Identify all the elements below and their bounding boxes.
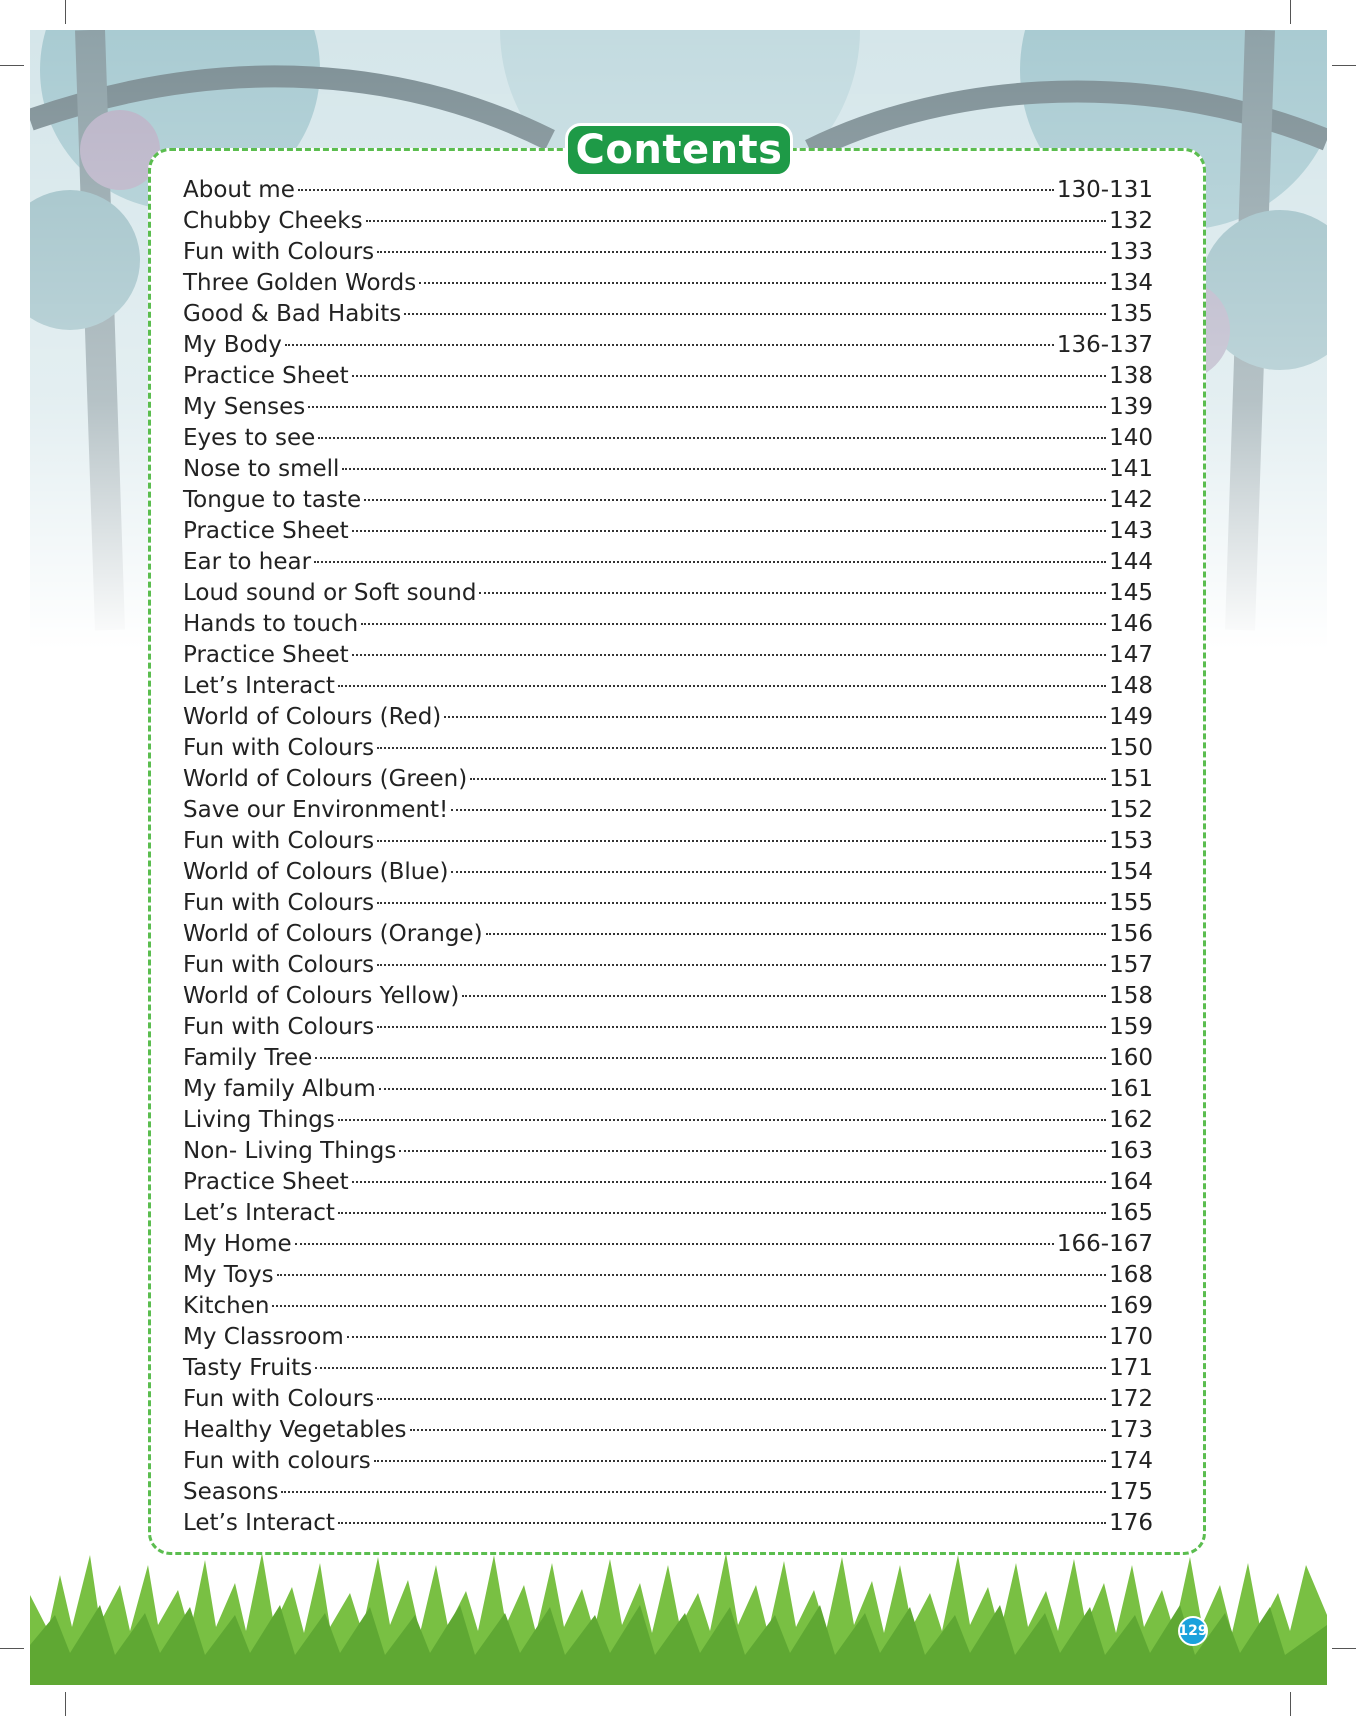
toc-entry-page: 132 [1109, 208, 1153, 234]
dot-leader [352, 375, 1106, 377]
toc-entry-title: Loud sound or Soft sound [183, 580, 477, 606]
dot-leader [281, 1491, 1106, 1493]
dot-leader [315, 1367, 1106, 1369]
toc-entry-page: 133 [1109, 239, 1153, 265]
toc-entry [183, 516, 1153, 547]
dot-leader [318, 437, 1106, 439]
dot-leader [374, 1460, 1106, 1462]
toc-entry [183, 981, 1153, 1012]
toc-entry-page: 157 [1109, 952, 1153, 978]
toc-entry-page: 165 [1109, 1200, 1153, 1226]
toc-entry-title: My family Album [183, 1076, 376, 1102]
toc-entry [183, 764, 1153, 795]
toc-entry [183, 206, 1153, 237]
toc-entry [183, 299, 1153, 330]
dot-leader [277, 1274, 1107, 1276]
toc-entry [183, 423, 1153, 454]
toc-entry-title: Fun with Colours [183, 735, 375, 761]
toc-entry [183, 609, 1153, 640]
toc-entry-title: Save our Environment! [183, 797, 449, 823]
toc-entry [183, 640, 1153, 671]
toc-entry-title: World of Colours (Orange) [183, 921, 483, 947]
toc-entry [183, 1384, 1153, 1415]
toc-entry [183, 1136, 1153, 1167]
toc-entry [183, 485, 1153, 516]
dot-leader [285, 344, 1054, 346]
toc-entry-title: About me [183, 177, 295, 203]
toc-entry-page: 149 [1109, 704, 1153, 730]
toc-entry-page: 147 [1109, 642, 1153, 668]
toc-entry [183, 733, 1153, 764]
toc-entry-title: Kitchen [183, 1293, 270, 1319]
toc-entry [183, 1229, 1153, 1260]
toc-entry-title: My Body [183, 332, 282, 358]
toc-entry [183, 702, 1153, 733]
dot-leader [377, 1398, 1106, 1400]
dot-leader [399, 1150, 1106, 1152]
dot-leader [419, 282, 1106, 284]
toc-entry [183, 1105, 1153, 1136]
toc-entry [183, 1415, 1153, 1446]
toc-entry [183, 1260, 1153, 1291]
toc-entry-page: 135 [1109, 301, 1153, 327]
toc-entry-page: 153 [1109, 828, 1153, 854]
toc-entry-title: World of Colours (Red) [183, 704, 442, 730]
dot-leader [295, 1243, 1054, 1245]
toc-entry-page: 150 [1109, 735, 1153, 761]
toc-entry-page: 143 [1109, 518, 1153, 544]
toc-entry-title: Fun with colours [183, 1448, 371, 1474]
dot-leader [347, 1336, 1106, 1338]
toc-entry-title: Chubby Cheeks [183, 208, 363, 234]
toc-entry-page: 160 [1109, 1045, 1153, 1071]
dot-leader [338, 1522, 1106, 1524]
toc-entry-title: Fun with Colours [183, 828, 375, 854]
toc-entry-title: Ear to hear [183, 549, 312, 575]
toc-entry-title: Healthy Vegetables [183, 1417, 407, 1443]
toc-entry-page: 139 [1109, 394, 1153, 420]
dot-leader [470, 778, 1106, 780]
toc-entry [183, 1167, 1153, 1198]
crop-mark [65, 1692, 66, 1716]
dot-leader [377, 964, 1106, 966]
toc-entry [183, 1353, 1153, 1384]
toc-entry-title: Hands to touch [183, 611, 359, 637]
dot-leader [352, 654, 1106, 656]
toc-entry [183, 1508, 1153, 1539]
toc-entry [183, 1198, 1153, 1229]
crop-mark [1332, 1648, 1356, 1649]
toc-entry-title: Good & Bad Habits [183, 301, 402, 327]
dot-leader [377, 747, 1106, 749]
dot-leader [338, 1119, 1106, 1121]
crop-mark [0, 65, 24, 66]
page-title: Contents [565, 123, 793, 177]
dot-leader [298, 189, 1054, 191]
toc-entry-title: World of Colours Yellow) [183, 983, 460, 1009]
dot-leader [444, 716, 1106, 718]
toc-entry-title: Tongue to taste [183, 487, 362, 513]
toc-entry-title: Fun with Colours [183, 1386, 375, 1412]
toc-entry-page: 166-167 [1056, 1231, 1153, 1257]
toc-entry [183, 1322, 1153, 1353]
dot-leader [338, 685, 1106, 687]
dot-leader [361, 623, 1106, 625]
toc-entry [183, 919, 1153, 950]
toc-entry-page: 158 [1109, 983, 1153, 1009]
toc-entry-page: 163 [1109, 1138, 1153, 1164]
toc-entry-title: Practice Sheet [183, 518, 349, 544]
toc-entry [183, 1477, 1153, 1508]
toc-entry [183, 361, 1153, 392]
toc-entry-page: 173 [1109, 1417, 1153, 1443]
dot-leader [377, 251, 1106, 253]
toc-entry [183, 1074, 1153, 1105]
toc-entry-page: 130-131 [1056, 177, 1153, 203]
dot-leader [479, 592, 1106, 594]
crop-mark [65, 0, 66, 24]
toc-entry-title: Fun with Colours [183, 890, 375, 916]
dot-leader [410, 1429, 1107, 1431]
toc-entry-title: Practice Sheet [183, 642, 349, 668]
dot-leader [352, 530, 1106, 532]
toc-entry-page: 168 [1109, 1262, 1153, 1288]
toc-entry-title: Fun with Colours [183, 1014, 375, 1040]
toc-entry-title: My Home [183, 1231, 292, 1257]
toc-entry [183, 826, 1153, 857]
toc-entry [183, 547, 1153, 578]
toc-entry [183, 454, 1153, 485]
page-number-badge: 129 [1178, 1616, 1208, 1646]
toc-entry-title: Nose to smell [183, 456, 340, 482]
toc-entry-page: 171 [1109, 1355, 1153, 1381]
dot-leader [272, 1305, 1106, 1307]
toc-entry-title: World of Colours (Blue) [183, 859, 449, 885]
crop-mark [1290, 0, 1291, 24]
dot-leader [377, 902, 1106, 904]
toc-entry [183, 857, 1153, 888]
toc-entry-title: Three Golden Words [183, 270, 417, 296]
toc-entry [183, 1012, 1153, 1043]
toc-entry-page: 140 [1109, 425, 1153, 451]
toc-entry-title: Let’s Interact [183, 673, 335, 699]
toc-entry-title: Non- Living Things [183, 1138, 397, 1164]
toc-entry [183, 1446, 1153, 1477]
toc-entry-title: Living Things [183, 1107, 335, 1133]
toc-entry-title: Tasty Fruits [183, 1355, 313, 1381]
dot-leader [338, 1212, 1106, 1214]
toc-entry-title: Let’s Interact [183, 1200, 335, 1226]
toc-entry-page: 138 [1109, 363, 1153, 389]
toc-entry-title: Fun with Colours [183, 239, 375, 265]
dot-leader [342, 468, 1106, 470]
dot-leader [451, 809, 1106, 811]
toc-entry [183, 330, 1153, 361]
grass-illustration [30, 1535, 1327, 1685]
toc-entry-page: 152 [1109, 797, 1153, 823]
crop-mark [1332, 65, 1356, 66]
toc-entry-page: 144 [1109, 549, 1153, 575]
toc-entry-title: My Toys [183, 1262, 274, 1288]
toc-entry-title: World of Colours (Green) [183, 766, 468, 792]
toc-entry-title: My Classroom [183, 1324, 344, 1350]
dot-leader [377, 1026, 1106, 1028]
toc-entry-title: Fun with Colours [183, 952, 375, 978]
crop-mark [1290, 1692, 1291, 1716]
toc-entry-title: Practice Sheet [183, 1169, 349, 1195]
toc-entry-page: 174 [1109, 1448, 1153, 1474]
toc-entry-page: 151 [1109, 766, 1153, 792]
toc-entry-page: 175 [1109, 1479, 1153, 1505]
dot-leader [352, 1181, 1106, 1183]
toc-entry [183, 795, 1153, 826]
toc-entry [183, 1291, 1153, 1322]
toc-entry [183, 578, 1153, 609]
toc-entry-page: 161 [1109, 1076, 1153, 1102]
toc-entry-page: 170 [1109, 1324, 1153, 1350]
toc-entry-page: 156 [1109, 921, 1153, 947]
toc-entry [183, 268, 1153, 299]
toc-entry-title: Seasons [183, 1479, 279, 1505]
toc-entry-page: 148 [1109, 673, 1153, 699]
dot-leader [377, 840, 1106, 842]
toc-entry [183, 392, 1153, 423]
toc-entry [183, 950, 1153, 981]
dot-leader [315, 1057, 1106, 1059]
dot-leader [366, 220, 1107, 222]
toc-entry-title: Let’s Interact [183, 1510, 335, 1536]
toc-entry-page: 141 [1109, 456, 1153, 482]
toc-entry-title: My Senses [183, 394, 306, 420]
dot-leader [379, 1088, 1106, 1090]
dot-leader [486, 933, 1107, 935]
toc-entry-page: 136-137 [1056, 332, 1153, 358]
toc-entry-page: 154 [1109, 859, 1153, 885]
dot-leader [314, 561, 1106, 563]
toc-entry-page: 176 [1109, 1510, 1153, 1536]
page [30, 30, 1327, 1685]
toc-entry [183, 1043, 1153, 1074]
toc-entry-title: Family Tree [183, 1045, 313, 1071]
toc-entry-page: 172 [1109, 1386, 1153, 1412]
toc-entry-page: 134 [1109, 270, 1153, 296]
toc-entry-page: 155 [1109, 890, 1153, 916]
toc-entry-page: 164 [1109, 1169, 1153, 1195]
toc-entry-page: 142 [1109, 487, 1153, 513]
toc-entry [183, 237, 1153, 268]
toc-entry-title: Eyes to see [183, 425, 316, 451]
dot-leader [451, 871, 1106, 873]
contents-list [183, 175, 1153, 1539]
toc-entry [183, 671, 1153, 702]
toc-entry [183, 175, 1153, 206]
dot-leader [404, 313, 1106, 315]
toc-entry-page: 145 [1109, 580, 1153, 606]
toc-entry-page: 162 [1109, 1107, 1153, 1133]
toc-entry-title: Practice Sheet [183, 363, 349, 389]
crop-mark [0, 1648, 24, 1649]
toc-entry-page: 169 [1109, 1293, 1153, 1319]
toc-entry-page: 159 [1109, 1014, 1153, 1040]
dot-leader [308, 406, 1106, 408]
toc-entry-page: 146 [1109, 611, 1153, 637]
dot-leader [462, 995, 1106, 997]
dot-leader [364, 499, 1106, 501]
toc-entry [183, 888, 1153, 919]
